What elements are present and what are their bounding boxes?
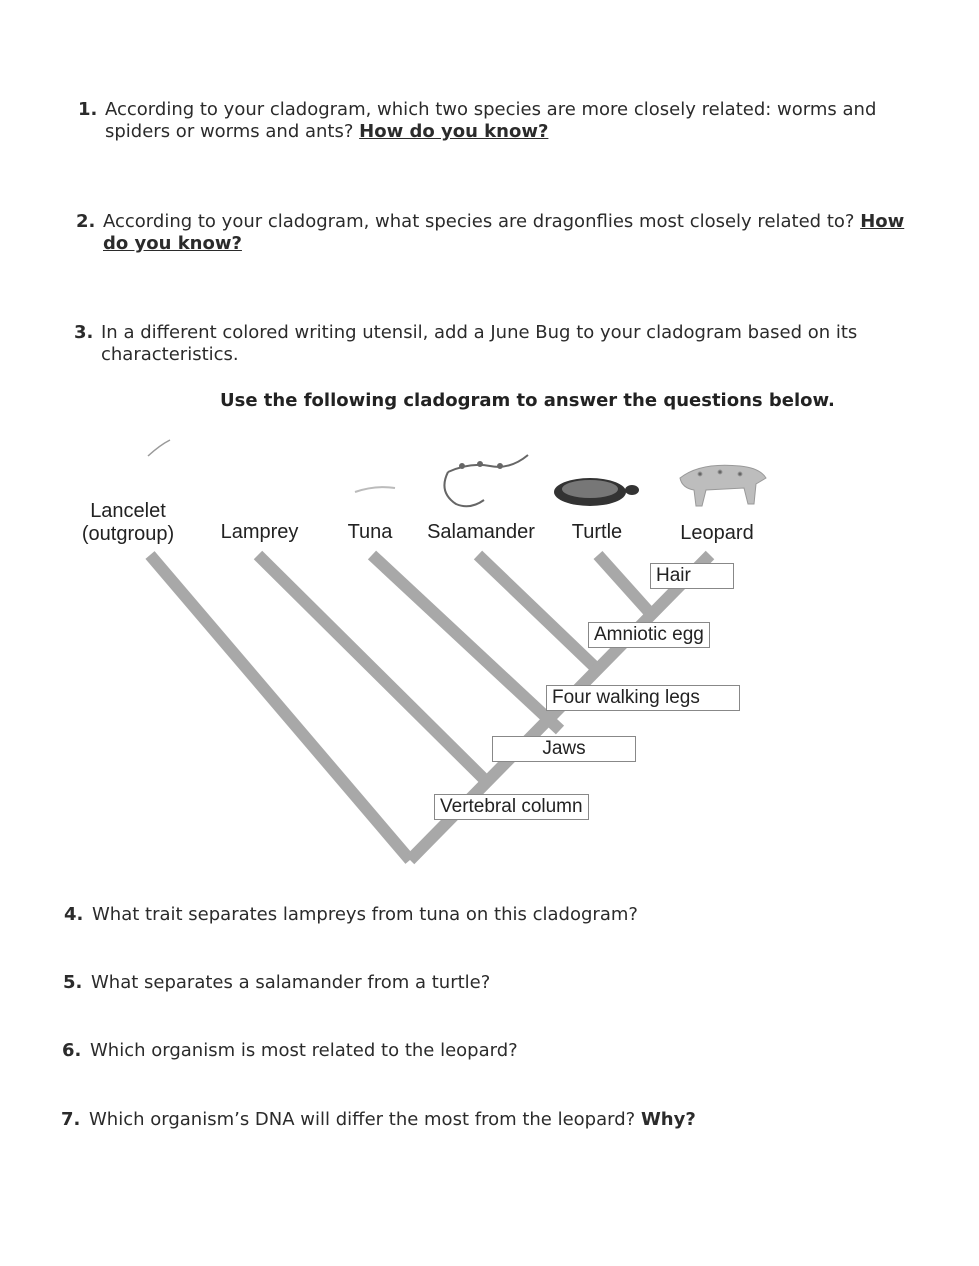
question-number: 7. [61, 1109, 81, 1130]
tuna-icon [355, 487, 395, 492]
question-text: According to your cladogram, which two species are more closely related: worms and spiders or worms and ants? [105, 99, 877, 142]
question-emphasis: Why? [640, 1109, 696, 1130]
question-number: 1. [78, 99, 98, 120]
taxon-leopard: Leopard [680, 522, 754, 544]
question-text: What separates a salamander from a turtle? [91, 972, 491, 993]
branch-trunk [150, 555, 410, 860]
taxon-sublabel: (outgroup) [81, 523, 175, 545]
question-emphasis: How do you know? [103, 211, 905, 254]
taxon-lamprey: Lamprey [220, 521, 299, 543]
question-emphasis: How do you know? [359, 121, 549, 142]
branch-lamprey [258, 555, 490, 785]
question-number: 6. [62, 1040, 82, 1061]
lancelet-icon [148, 440, 170, 456]
taxon-salamander: Salamander [427, 521, 535, 543]
taxon-tuna: Tuna [347, 521, 393, 543]
question-number: 3. [74, 322, 94, 343]
trait-hair: Hair [650, 563, 734, 589]
question-number: 4. [64, 904, 84, 925]
trait-jaws: Jaws [492, 736, 636, 762]
question-number: 2. [76, 211, 96, 232]
question-text: What trait separates lampreys from tuna on this cladogram? [92, 904, 638, 925]
instruction: Use the following cladogram to answer the questions below. [220, 390, 835, 411]
taxon-label: Lancelet [90, 500, 166, 522]
taxon-turtle: Turtle [571, 521, 623, 543]
branch-turtle [598, 555, 650, 613]
question-7 [61, 1109, 901, 1131]
branch-salamander [478, 555, 600, 672]
question-5 [63, 972, 903, 994]
question-number: 5. [63, 972, 83, 993]
trait-four-walking-legs: Four walking legs [546, 685, 740, 711]
question-text: In a different colored writing utensil, add a June Bug to your cladogram based on its characteristics. [101, 322, 858, 365]
leopard-icon [680, 465, 766, 506]
salamander-icon [444, 455, 528, 506]
question-text: Which organism is most related to the leopard? [90, 1040, 518, 1061]
taxon-lancelet [70, 500, 186, 546]
turtle-icon [554, 478, 639, 506]
question-6 [62, 1040, 902, 1062]
trait-amniotic-egg: Amniotic egg [588, 622, 710, 648]
question-text: According to your cladogram, what species are dragonflies most closely related to? [103, 211, 855, 232]
question-4 [64, 904, 904, 926]
question-text: Which organism’s DNA will differ the most from the leopard? [89, 1109, 636, 1130]
trait-vertebral-column: Vertebral column [434, 794, 589, 820]
